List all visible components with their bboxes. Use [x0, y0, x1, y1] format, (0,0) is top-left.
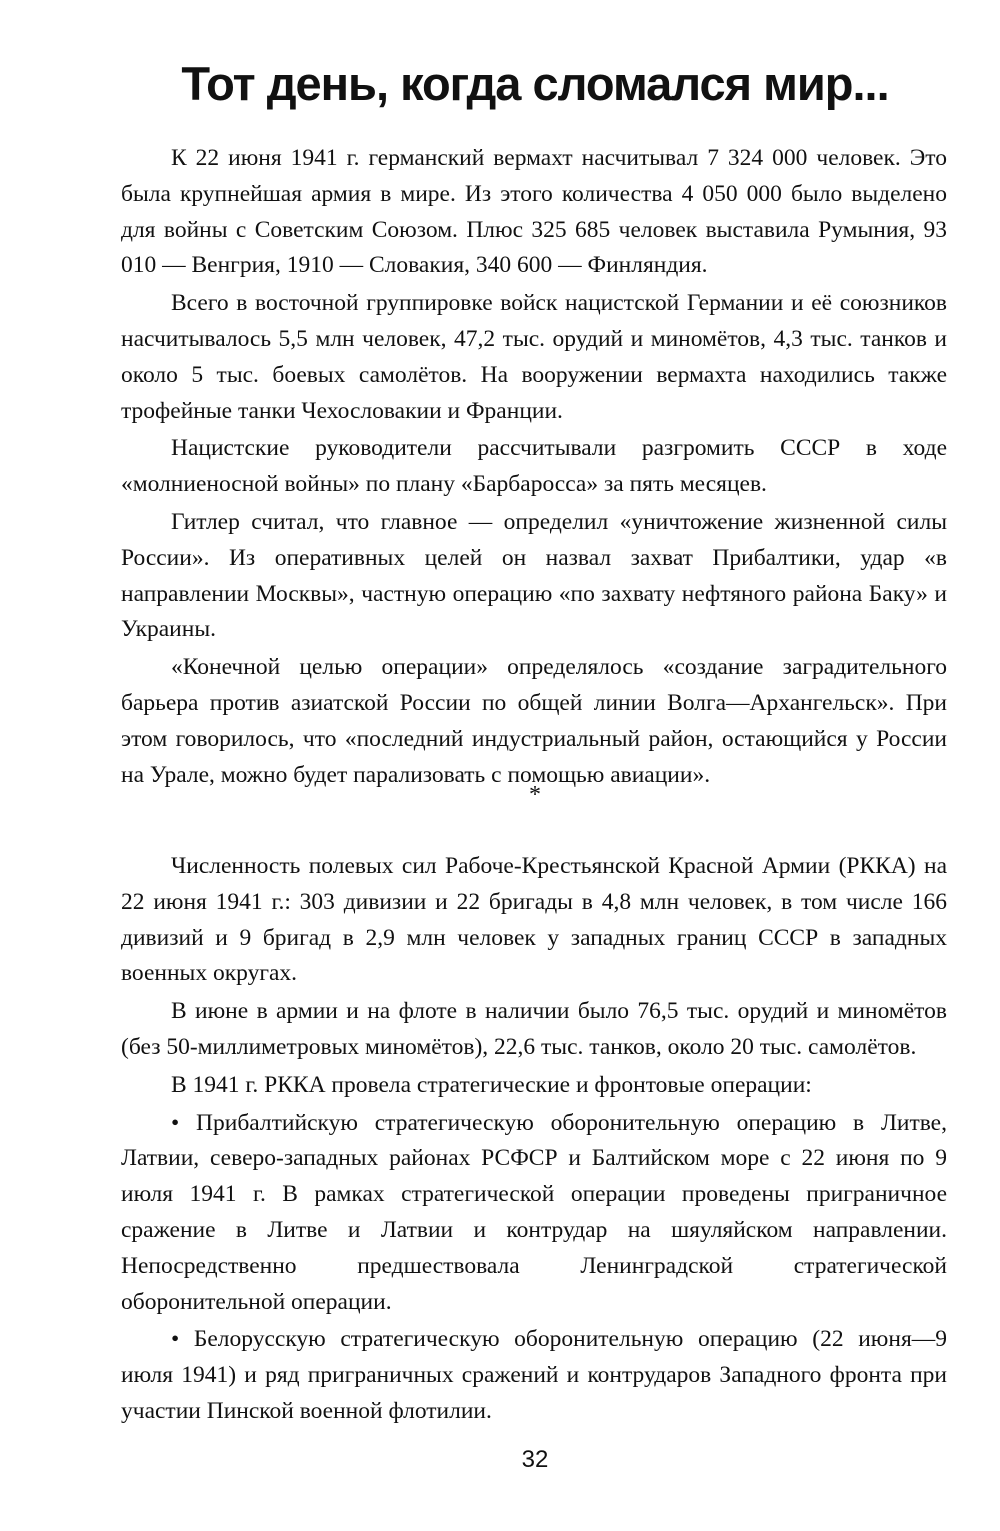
section-intro — [121, 141, 947, 795]
list-item: • Белорусскую стратегическую оборонительную операцию (22 июня—9 июля 1941) и ряд приграничных сражений и контрударов Западного фронта при участии Пинской военной флотилии. — [121, 1326, 947, 1424]
paragraph: Гитлер считал, что главное — определил «уничтожение жизненной силы России». Из оперативных целей он назвал захват Прибалтики, удар «в направлении Москвы», частную операцию «по захвату нефтяного района Баку» и Украины. — [121, 508, 947, 643]
paragraph: Всего в восточной группировке войск нацистской Германии и её союзников насчитывалось 5,5 млн человек, 47,2 тыс. орудий и миномётов, 4,3 тыс. танков и около 5 тыс. боевых самолётов. На вооружении вермахта находились также трофейные танки Чехословакии и Франции. — [121, 290, 947, 424]
section-rkka — [121, 849, 947, 1432]
chapter-title: Тот день, когда сломался мир... — [181, 57, 889, 110]
paragraph: В 1941 г. РККА провела стратегические и фронтовые операции: — [171, 1071, 812, 1098]
section-separator: * — [529, 782, 541, 808]
paragraph: Нацистские руководители рассчитывали разгромить СССР в ходе «молниеносной войны» по плану «Барбаросса» за пять месяцев. — [121, 435, 947, 498]
paragraph: Численность полевых сил Рабоче-Крестьянской Красной Армии (РККА) на 22 июня 1941 г.: 303 дивизии и 22 бригады в 4,8 млн человек, в том числе 166 дивизий и 9 бригад в 2,9 млн человек у западных границ СССР в западных военных округах. — [121, 853, 947, 987]
list-item: • Прибалтийскую стратегическую оборонительную операцию в Литве, Латвии, северо-западных районах РСФСР и Балтийском море с 22 июня по 9 июля 1941 г. В рамках стратегической операции проведены приграничное сражение в Литве и Латвии и контрудар на шяуляйском направлении. Непосредственно предшествовала Ленинградской стратегической оборонительной операции. — [121, 1109, 947, 1315]
page-number: 32 — [521, 1446, 549, 1473]
paragraph: «Конечной целью операции» определялось «создание заградительного барьера против азиатской России по общей линии Волга—Архангельск». При этом говорилось, что «последний индустриальный район, остающийся у России на Урале, можно будет парализовать с помощью авиации». — [121, 654, 947, 788]
paragraph: К 22 июня 1941 г. германский вермахт насчитывал 7 324 000 человек. Это была крупнейшая армия в мире. Из этого количества 4 050 000 было выделено для войны с Советским Союзом. Плюс 325 685 человек выставила Румыния, 93 010 — Венгрия, 1910 — Словакия, 340 600 — Финляндия. — [121, 145, 947, 279]
paragraph: В июне в армии и на флоте в наличии было 76,5 тыс. орудий и миномётов (без 50-миллиметровых миномётов), 22,6 тыс. танков, около 20 тыс. самолётов. — [121, 998, 947, 1060]
